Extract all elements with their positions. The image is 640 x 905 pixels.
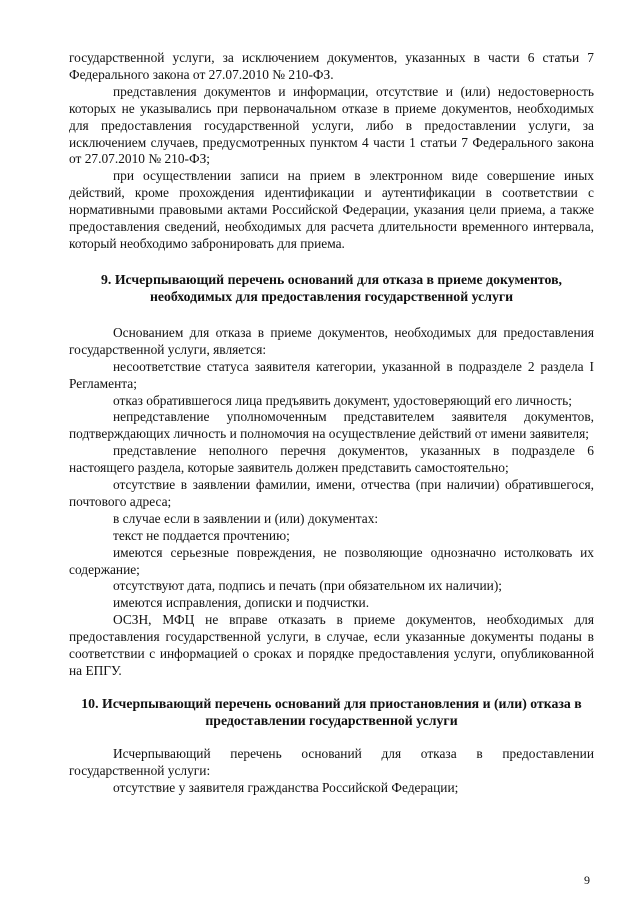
section-9-paragraph: текст не поддается прочтению; [113,527,290,543]
section-9-paragraph: в случае если в заявлении и (или) документах: [113,510,379,526]
paragraph-intro-3: при осуществлении записи на прием в электронном виде совершение иных действий, кроме прохождения идентификации и аутентификации в соответствии с нормативными правовыми актами Российской Федерации, указания цели приема, а также предоставления сведений, необходимых для расчета длительности временного интервала, который необходимо забронировать для приема. [69,168,594,251]
section-9-paragraph: непредставление уполномоченным представителем заявителя документов, подтверждающих личность и полномочия на осуществление действий от имени заявителя; [69,409,594,442]
section-10-paragraph: Исчерпывающий перечень оснований для отказа в предоставлении государственной услуги: [69,745,594,778]
section-10-heading: 10. Исчерпывающий перечень оснований для приостановления и (или) отказа в предоставлении государственной услуги [81,695,582,729]
section-9-paragraph: отсутствуют дата, подпись и печать (при обязательном их наличии); [113,578,502,594]
section-10-paragraph: отсутствие у заявителя гражданства Российской Федерации; [113,779,459,795]
section-9-heading: 9. Исчерпывающий перечень оснований для отказа в приеме документов, необходимых для предоставления государственной услуги [101,271,562,305]
paragraph-intro-2: представления документов и информации, отсутствие и (или) недостоверность которых не указывались при первоначальном отказе в приеме документов, необходимых для предоставления государственной услуги, либо в предоставлении услуги, за исключением случаев, предусмотренных пунктом 4 части 1 статьи 7 Федерального закона от 27.07.2010 № 210-ФЗ; [69,83,594,167]
document-page [69,50,594,797]
section-9-paragraph: имеются серьезные повреждения, не позволяющие однозначно истолковать их содержание; [69,544,594,577]
paragraph-intro-1: государственной услуги, за исключением документов, указанных в части 6 статьи 7 Федерального закона от 27.07.2010 № 210-ФЗ. [69,50,594,82]
section-9-paragraph: отсутствие в заявлении фамилии, имени, отчества (при наличии) обратившегося, почтового адреса; [69,477,594,509]
section-9-paragraph: представление неполного перечня документов, указанных в подразделе 6 настоящего раздела, которые заявитель должен представить самостоятельно; [69,443,594,476]
section-9-paragraph: несоответствие статуса заявителя категории, указанной в подразделе 2 раздела I Регламента; [69,358,594,391]
section-9-paragraph: ОСЗН, МФЦ не вправе отказать в приеме документов, необходимых для предоставления государственной услуги, в случае, если указанные документы поданы в соответствии с информацией о сроках и порядке предоставления услуги, опубликованной на ЕПГУ. [69,612,594,678]
section-9-paragraph: Основанием для отказа в приеме документов, необходимых для предоставления государственной услуги, является: [69,324,594,357]
section-9-paragraph: отказ обратившегося лица предъявить документ, удостоверяющий его личность; [113,392,572,408]
section-9-paragraph: имеются исправления, дописки и подчистки. [113,595,370,611]
page-number: 9 [584,873,590,887]
